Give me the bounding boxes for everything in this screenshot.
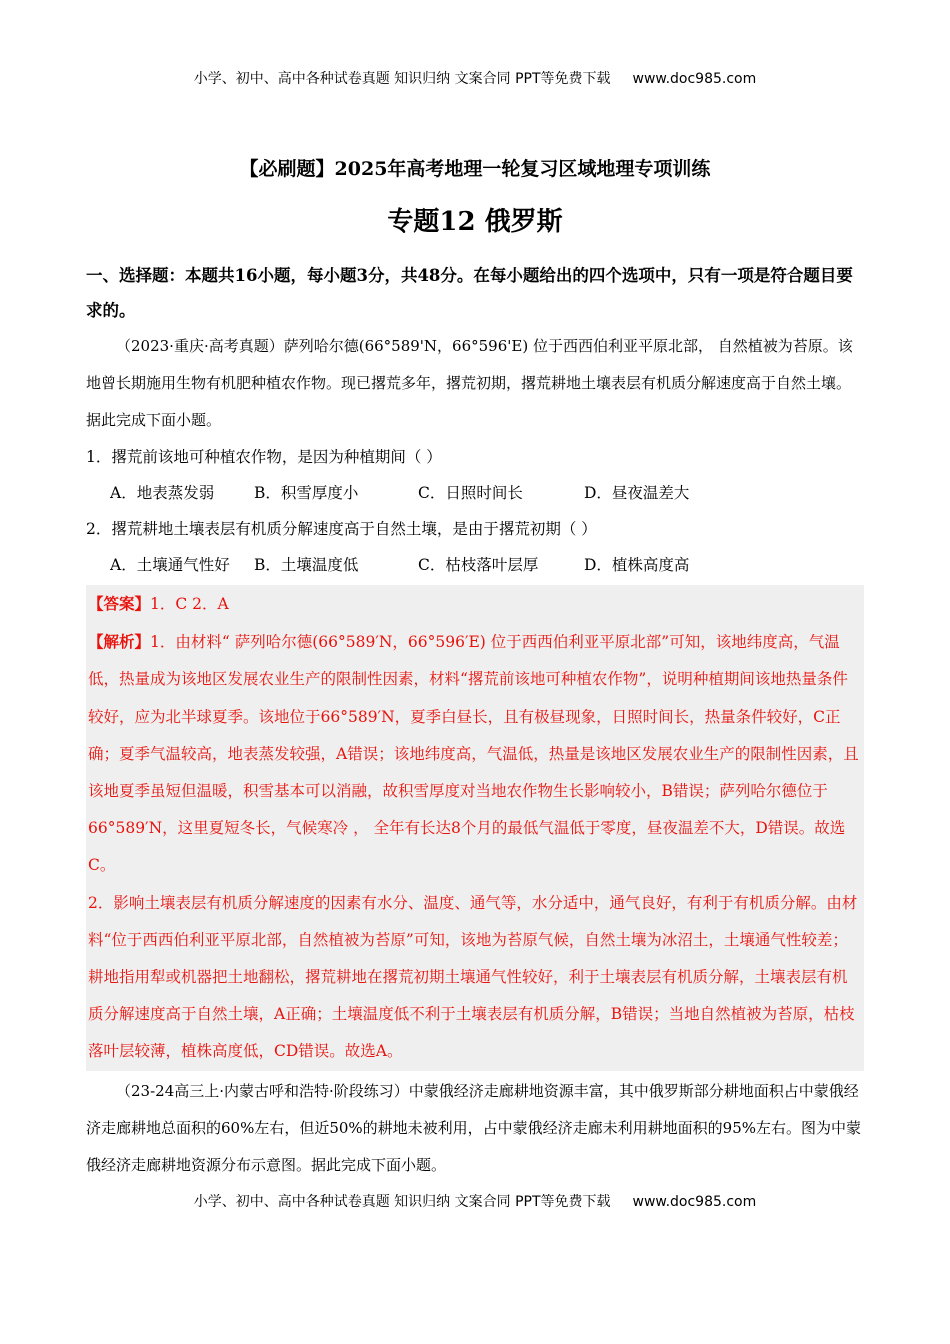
analysis-1-text: 1．由材料“ 萨列哈尔德(66°589′N，66°596′E) 位于西西伯利亚平原北部”可知，该地纬度高，气温低，热量成为该地区发展农业生产的限制性因素，材料“撂荒前该地可种植农作物”，说明种植期间该地热量条件较好，应为北半球夏季。该地位于66°589′N，夏季白昼长，且有极昼现象，日照时间长，热量条件较好，C正确；夏季气温较高，地表蒸发较强，A错误；该地纬度高，气温低，热量是该地区发展农业生产的限制性因素，且该地夏季虽短但温暖，积雪基本可以消融，故积雪厚度对当地农作物生长影响较小，B错误；萨列哈尔德位于66°589′N，这里夏短冬长，气候寒冷 ， 全年有长达8个月的最低气温低于零度，昼夜温差不大，D错误。故选C。 xyxy=(88,633,859,875)
section-heading: 一、选择题：本题共16小题，每小题3分，共48分。在每小题给出的四个选项中，只有一项是符合题目要求的。 xyxy=(86,266,853,320)
footer-site-link[interactable]: www.doc985.com xyxy=(632,1194,757,1210)
option-a: A．地表蒸发弱 xyxy=(110,484,215,502)
document-subtitle: 专题12 俄罗斯 xyxy=(387,207,563,237)
answer-line xyxy=(88,585,862,623)
option-b: B．积雪厚度小 xyxy=(254,484,359,502)
question-2-options xyxy=(86,547,864,583)
answer-analysis-box xyxy=(86,585,864,1071)
header-text: 小学、初中、高中各种试卷真题 知识归纳 文案合同 PPT等免费下载 xyxy=(193,71,611,87)
analysis-label: 【解析】 xyxy=(88,632,151,652)
header-site-link[interactable]: www.doc985.com xyxy=(632,71,757,87)
document-body xyxy=(86,258,864,1184)
option-d: D．植株高度高 xyxy=(584,556,690,574)
option-d: D．昼夜温差大 xyxy=(584,484,690,502)
answer-label: 【答案】 xyxy=(88,594,151,613)
analysis-2: 2．影响土壤表层有机质分解速度的因素有水分、温度、通气等，水分适中，通气良好，有利于有机质分解。由材料“位于西西伯利亚平原北部，自然植被为苔原”可知，该地为苔原气候，自然土壤为冰沼土，土壤通气性较差；耕地指用犁或机器把土地翻松，撂荒耕地在撂荒初期土壤通气性较好，利于土壤表层有机质分解，土壤表层有机质分解速度高于自然土壤，A正确；土壤温度低不利于土壤表层有机质分解，B错误；当地自然植被为苔原，枯枝落叶层较薄，植株高度低，CD错误。故选A。 xyxy=(88,893,858,1061)
option-b: B．土壤温度低 xyxy=(254,556,359,574)
option-a: A．土壤通气性好 xyxy=(110,556,230,574)
passage-1: （2023·重庆·高考真题）萨列哈尔德(66°589'N，66°596'E) 位于西西伯利亚平原北部， 自然植被为苔原。该地曾长期施用生物有机肥种植农作物。现已撂荒多年，撂荒初期，撂荒耕地土壤表层有机质分解速度高于自然土壤。据此完成下面小题。 xyxy=(86,337,853,429)
question-2-stem: 2．撂荒耕地土壤表层有机质分解速度高于自然土壤，是由于撂荒初期（ ） xyxy=(86,520,597,538)
page-footer xyxy=(0,1191,950,1211)
option-c: C．枯枝落叶层厚 xyxy=(418,556,539,574)
document-title: 【必刷题】2025年高考地理一轮复习区域地理专项训练 xyxy=(239,158,711,180)
page-header xyxy=(0,68,950,88)
question-1-stem: 1．撂荒前该地可种植农作物，是因为种植期间（ ） xyxy=(86,448,442,466)
footer-text: 小学、初中、高中各种试卷真题 知识归纳 文案合同 PPT等免费下载 xyxy=(193,1194,611,1210)
analysis-1 xyxy=(88,623,862,884)
question-1-options xyxy=(86,475,864,511)
passage-2: （23-24高三上·内蒙古呼和浩特·阶段练习）中蒙俄经济走廊耕地资源丰富，其中俄罗斯部分耕地面积占中蒙俄经济走廊耕地总面积的60%左右，但近50%的耕地未被利用，占中蒙俄经济走廊未利用耕地面积的95%左右。图为中蒙俄经济走廊耕地资源分布示意图。据此完成下面小题。 xyxy=(86,1081,862,1174)
answer-text: 1．C 2．A xyxy=(150,595,229,613)
option-c: C．日照时间长 xyxy=(418,484,523,502)
